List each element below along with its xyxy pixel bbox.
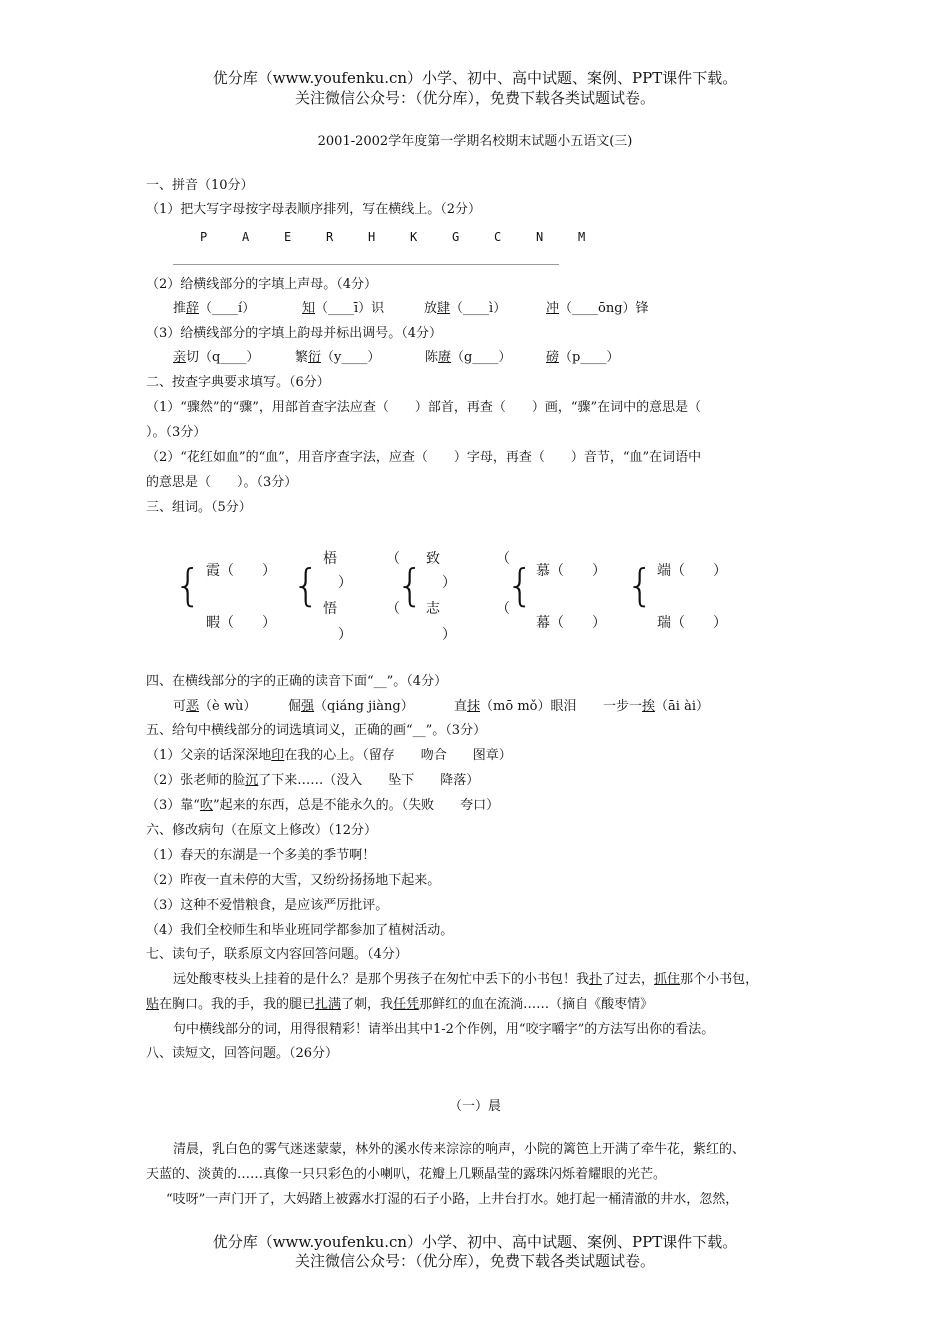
letter: E xyxy=(284,230,292,244)
s8-paragraph-line-2: 天蓝的、淡黄的……真像一只只彩色的小喇叭，花瓣上几颗晶莹的露珠闪烁着耀眼的光芒。 xyxy=(146,1167,667,1182)
word-group-2-b: 悟 xyxy=(323,601,337,617)
paren: ） xyxy=(338,627,352,643)
paren: （ xyxy=(386,551,400,567)
letter: M xyxy=(578,230,586,244)
s2-line-4: 的意思是（ ）。（3分） xyxy=(146,475,298,490)
letter: R xyxy=(326,230,334,244)
section-4-heading: 四、在横线部分的字的正确的读音下面“__”。（4分） xyxy=(146,674,448,689)
answer-line xyxy=(173,264,559,265)
s8-paragraph-line-1: 清晨，乳白色的雾气迷迷蒙蒙，林外的溪水传来淙淙的响声，小院的篱笆上开满了牵牛花，紫红的、 xyxy=(173,1142,746,1157)
paren: （ xyxy=(496,551,510,567)
word-group-4-b: 幕（ ） xyxy=(536,615,606,631)
word-group-3-a: 致 xyxy=(426,551,440,567)
letter: G xyxy=(452,230,460,244)
s6-sentence-2: （2）昨夜一直未停的大雪，又纷纷扬扬地下起来。 xyxy=(146,873,441,888)
word-group-3-b: 志 xyxy=(426,601,440,617)
word-group-5-a: 端（ ） xyxy=(657,563,727,579)
header-line-2: 关注微信公众号：（优分库），免费下载各类试题试卷。 xyxy=(294,89,655,107)
s1-q3-item-b: 繁衍（y____） xyxy=(295,350,381,365)
brace-icon: { xyxy=(396,560,424,611)
s4-item-a: 可恶（è wù） xyxy=(173,699,257,714)
s1-q2-item-b: 知（____ī）识 xyxy=(302,301,385,316)
s2-line-2: ）。（3分） xyxy=(146,425,207,440)
s6-sentence-3: （3）这种不爱惜粮食，是应该严厉批评。 xyxy=(146,898,389,913)
paren: ） xyxy=(442,575,456,591)
s1-q2-item-a: 推辞（____í） xyxy=(173,301,256,316)
s4-item-d: 一步一挨（āi ài） xyxy=(603,699,709,714)
brace-icon: { xyxy=(292,560,320,611)
letter: A xyxy=(242,230,250,244)
word-group-4-a: 慕（ ） xyxy=(536,563,606,579)
s6-sentence-4: （4）我们全校师生和毕业班同学都参加了植树活动。 xyxy=(146,923,454,938)
letter: N xyxy=(536,230,544,244)
word-group-2-a: 梧 xyxy=(323,551,337,567)
section-1-heading: 一、拼音（10分） xyxy=(146,178,254,193)
section-7-heading: 七、读句子，联系原文内容回答问题。（4分） xyxy=(146,947,408,962)
s7-passage-line-2: 贴在胸口。我的手，我的腿已扎满了刺，我任凭那鲜红的血在流淌……（摘自《酸枣情》 xyxy=(146,997,654,1012)
brace-icon: { xyxy=(626,560,654,611)
s1-question-3: （3）给横线部分的字填上韵母并标出调号。（4分） xyxy=(146,326,443,341)
letter-list xyxy=(200,228,620,246)
s1-q3-item-a: 亲切（q____） xyxy=(173,350,260,365)
s1-q3-item-d: 磅（p____） xyxy=(546,350,620,365)
s7-passage-line-1: 远处酸枣枝头上挂着的是什么？是那个男孩子在匆忙中丢下的小书包！我扑了过去，抓住那个小书包， xyxy=(173,972,759,987)
s4-item-c: 直抹（mō mǒ）眼泪 xyxy=(454,699,577,714)
section-2-heading: 二、按查字典要求填写。（6分） xyxy=(146,375,330,390)
letter: H xyxy=(368,230,376,244)
s1-q3-item-c: 陈赓（g____） xyxy=(425,350,512,365)
s5-line-2: （2）张老师的脸沉了下来……（没入 坠下 降落） xyxy=(146,773,480,788)
word-group-1-a: 霞（ ） xyxy=(206,563,276,579)
s2-line-3: （2）“花红如血”的“血”，用音序查字法，应查（ ）字母，再查（ ）音节，“血”在词语中 xyxy=(146,450,702,465)
paren: （ xyxy=(496,601,510,617)
s1-q2-item-c: 放肆（____ì） xyxy=(424,301,507,316)
section-5-heading: 五、给句中横线部分的词选填词义，正确的画“__”。（3分） xyxy=(146,723,487,738)
paren: ） xyxy=(442,627,456,643)
letter: C xyxy=(494,230,502,244)
word-group-1-b: 暇（ ） xyxy=(206,615,276,631)
header-line-1: 优分库（www.youfenku.cn）小学、初中、高中试题、案例、PPT课件下载。 xyxy=(212,69,738,87)
s1-q2-item-d: 冲（____ōng）锋 xyxy=(546,301,649,316)
footer-line-1: 优分库（www.youfenku.cn）小学、初中、高中试题、案例、PPT课件下载。 xyxy=(212,1233,738,1251)
brace-icon: { xyxy=(506,560,534,611)
s5-line-3: （3）靠“吹”起来的东西，总是不能永久的。（失败 夸口） xyxy=(146,798,500,813)
section-6-heading: 六、修改病句（在原文上修改）（12分） xyxy=(146,823,378,838)
s2-line-1: （1）“骤然”的“骤”，用部首查字法应查（ ）部首，再查（ ）画，“骤”在词中的意思是（ xyxy=(146,400,702,415)
section-3-heading: 三、组词。（5分） xyxy=(146,500,252,515)
page-title: 2001-2002学年度第一学期名校期末试题小五语文(三) xyxy=(317,134,633,149)
section-8-heading: 八、读短文，回答问题。（26分） xyxy=(146,1046,339,1061)
s8-subtitle: （一）晨 xyxy=(448,1099,501,1114)
s7-question: 句中横线部分的词，用得很精彩！请举出其中1-2个作例，用“咬字嚼字”的方法写出你的看法。 xyxy=(173,1022,715,1037)
paren: （ xyxy=(386,601,400,617)
letter: K xyxy=(410,230,418,244)
s4-item-b: 倔强（qiáng jiàng） xyxy=(288,699,414,714)
word-group-5-b: 瑞（ ） xyxy=(657,615,727,631)
brace-icon: { xyxy=(174,560,202,611)
s1-question-2: （2）给横线部分的字填上声母。（4分） xyxy=(146,277,378,292)
paren: ） xyxy=(338,575,352,591)
letter: P xyxy=(200,230,208,244)
s8-paragraph-line-3: “吱呀”一声门开了，大妈踏上被露水打湿的石子小路，上井台打水。她打起一桶清澈的井水，忽然， xyxy=(166,1192,739,1207)
s1-question-1: （1）把大写字母按字母表顺序排列，写在横线上。（2分） xyxy=(146,202,482,217)
s5-line-1: （1）父亲的话深深地印在我的心上。（留存 吻合 图章） xyxy=(146,748,512,763)
s6-sentence-1: （1）春天的东湖是一个多美的季节啊！ xyxy=(146,848,376,863)
footer-line-2: 关注微信公众号：（优分库），免费下载各类试题试卷。 xyxy=(294,1252,655,1270)
